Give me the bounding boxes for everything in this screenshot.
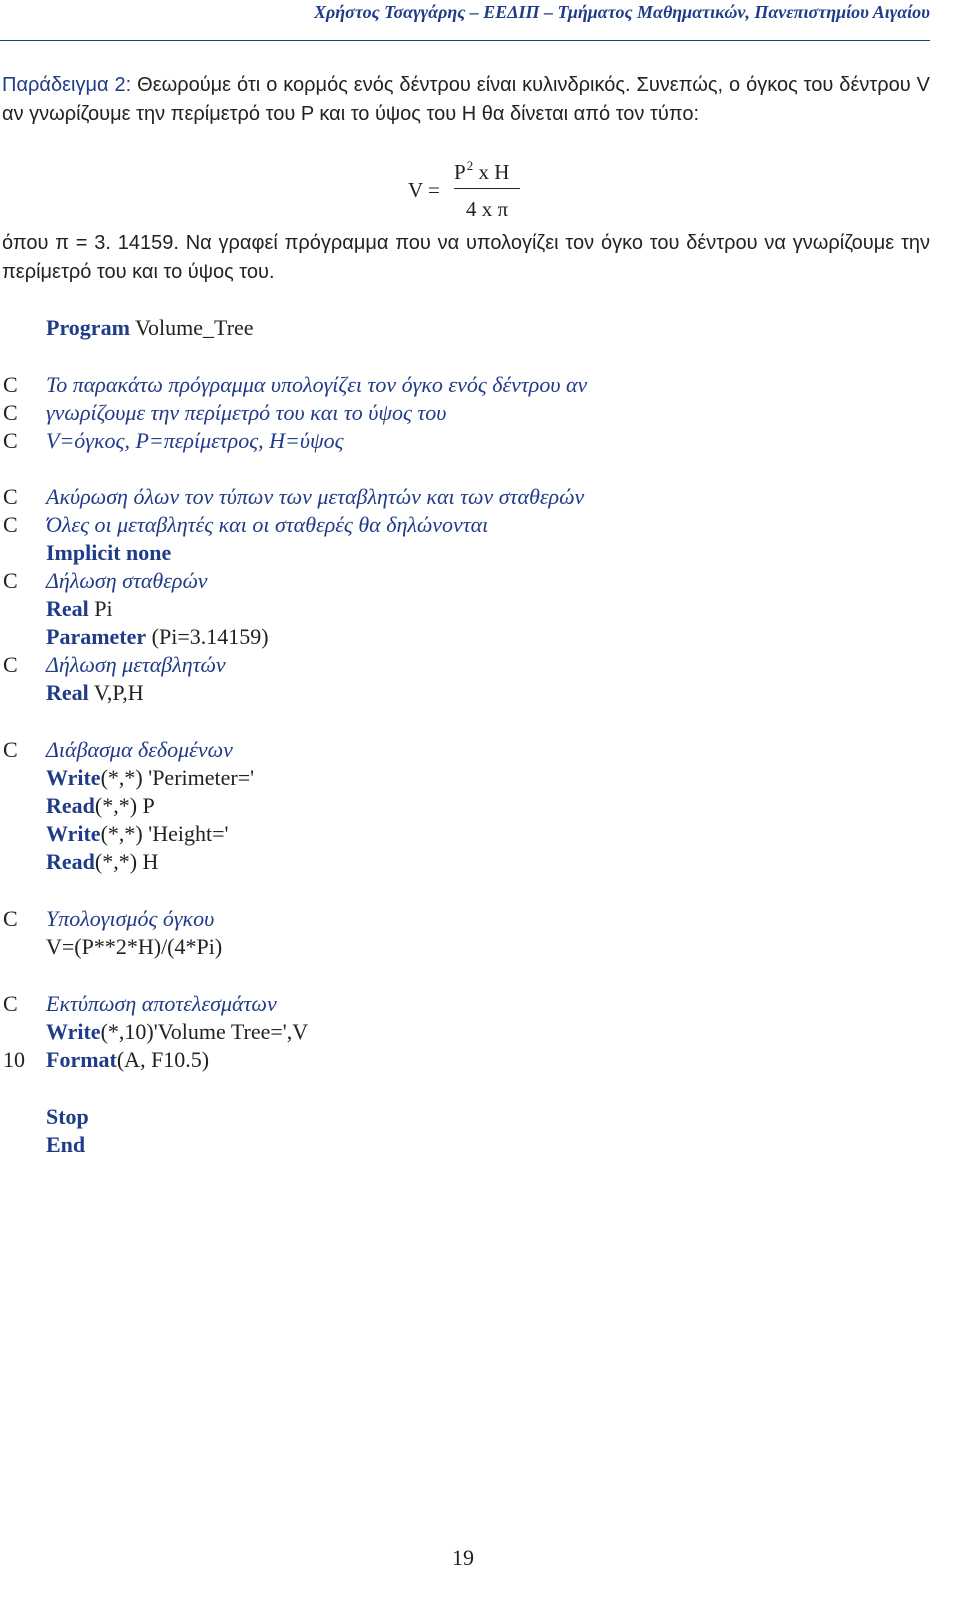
comment-text: Υπολογισμός όγκου <box>46 906 215 931</box>
volume-formula <box>408 158 528 228</box>
comment-text: Όλες οι μεταβλητές και οι σταθερές θα δηλώνονται <box>46 512 489 537</box>
comment-text: Το παρακάτω πρόγραμμα υπολογίζει τον όγκο ενός δέντρου αν <box>46 372 588 397</box>
code-line <box>0 1018 930 1046</box>
read-keyword: Read <box>46 793 95 818</box>
numerator-exponent: 2 <box>466 158 474 173</box>
code-line <box>0 679 930 707</box>
code-line <box>0 820 930 848</box>
comment-line <box>0 483 930 511</box>
code-line <box>0 623 930 651</box>
code-text: (*,*) 'Perimeter=' <box>100 765 255 790</box>
comment-line <box>0 905 930 933</box>
code-line <box>0 848 930 876</box>
code-text: V,P,H <box>88 680 144 705</box>
comment-marker: C <box>3 400 18 425</box>
formula-numerator <box>454 158 509 185</box>
comment-marker: C <box>3 372 18 397</box>
header-title: Χρήστος Τσαγγάρης – ΕΕΔΙΠ – Τμήματος Μαθηματικών, Πανεπιστημίου Αιγαίου <box>314 2 930 22</box>
comment-marker: C <box>3 652 18 677</box>
comment-text: Ακύρωση όλων τον τύπων των μεταβλητών και των σταθερών <box>46 484 585 509</box>
intro-text: Θεωρούμε ότι ο κορμός ενός δέντρου είναι κυλινδρικός. Συνεπώς, ο όγκος του δέντρου V αν γνωρίζουμε την περίμετρό του P και το ύψος του H θα δίνεται από τον τύπο: <box>2 74 930 125</box>
formula-denominator: 4 x π <box>466 197 509 221</box>
comment-marker: C <box>3 428 18 453</box>
code-text: (A, F10.5) <box>116 1047 210 1072</box>
format-keyword: Format <box>46 1047 117 1072</box>
fraction-bar <box>454 188 520 189</box>
code-text: (*,*) P <box>94 793 155 818</box>
comment-text: Δήλωση μεταβλητών <box>46 652 226 677</box>
program-name: Volume_Tree <box>129 315 254 340</box>
page-number: 19 <box>452 1545 474 1570</box>
code-line <box>0 1046 930 1074</box>
comment-marker: C <box>3 512 18 537</box>
read-keyword: Read <box>46 849 95 874</box>
code-text: Pi <box>88 596 113 621</box>
write-keyword: Write <box>46 765 101 790</box>
numerator-rest: x H <box>478 160 510 184</box>
comment-marker: C <box>3 906 18 931</box>
comment-marker: C <box>3 484 18 509</box>
program-keyword: Program <box>46 315 130 340</box>
statement-label: 10 <box>3 1047 25 1072</box>
real-keyword: Real <box>46 596 89 621</box>
comment-text: γνωρίζουμε την περίμετρό του και το ύψος του <box>46 400 447 425</box>
formula-lhs: V = <box>408 178 440 202</box>
implicit-none-keyword: Implicit none <box>46 540 172 565</box>
numerator-base: P <box>454 160 466 184</box>
comment-marker: C <box>3 991 18 1016</box>
calculation-statement: V=(P**2*H)/(4*Pi) <box>46 934 223 959</box>
code-text: (*,10)'Volume Tree=',V <box>100 1019 309 1044</box>
intro-paragraph <box>2 71 930 129</box>
code-line <box>0 792 930 820</box>
comment-text: Εκτύπωση αποτελεσμάτων <box>46 991 277 1016</box>
write-keyword: Write <box>46 1019 101 1044</box>
comment-line <box>0 371 930 399</box>
code-line <box>0 595 930 623</box>
code-line <box>0 1131 930 1159</box>
comment-text: Διάβασμα δεδομένων <box>46 737 233 762</box>
code-line <box>0 764 930 792</box>
page-header <box>0 0 930 41</box>
comment-line <box>0 399 930 427</box>
code-line <box>0 1103 930 1131</box>
code-text: (Pi=3.14159) <box>146 624 269 649</box>
code-text: (*,*) H <box>94 849 159 874</box>
task-paragraph: όπου π = 3. 14159. Να γραφεί πρόγραμμα που να υπολογίζει τον όγκο του δέντρου να γνωρίζουμε την περίμετρό του και το ύψος του. <box>2 232 930 283</box>
comment-text: Δήλωση σταθερών <box>46 568 208 593</box>
comment-line <box>0 651 930 679</box>
comment-line <box>0 511 930 539</box>
code-line <box>0 539 930 567</box>
end-keyword: End <box>46 1132 86 1157</box>
comment-marker: C <box>3 737 18 762</box>
comment-line <box>0 990 930 1018</box>
code-line <box>0 933 930 961</box>
parameter-keyword: Parameter <box>46 624 147 649</box>
comment-line <box>0 567 930 595</box>
code-line <box>0 314 930 342</box>
code-text: (*,*) 'Height=' <box>100 821 229 846</box>
real-keyword: Real <box>46 680 89 705</box>
comment-marker: C <box>3 568 18 593</box>
comment-text: V=όγκος, P=περίμετρος, H=ύψος <box>46 428 344 453</box>
comment-line <box>0 736 930 764</box>
example-label: Παράδειγμα 2: <box>2 74 132 96</box>
write-keyword: Write <box>46 821 101 846</box>
comment-line <box>0 427 930 455</box>
stop-keyword: Stop <box>46 1104 89 1129</box>
